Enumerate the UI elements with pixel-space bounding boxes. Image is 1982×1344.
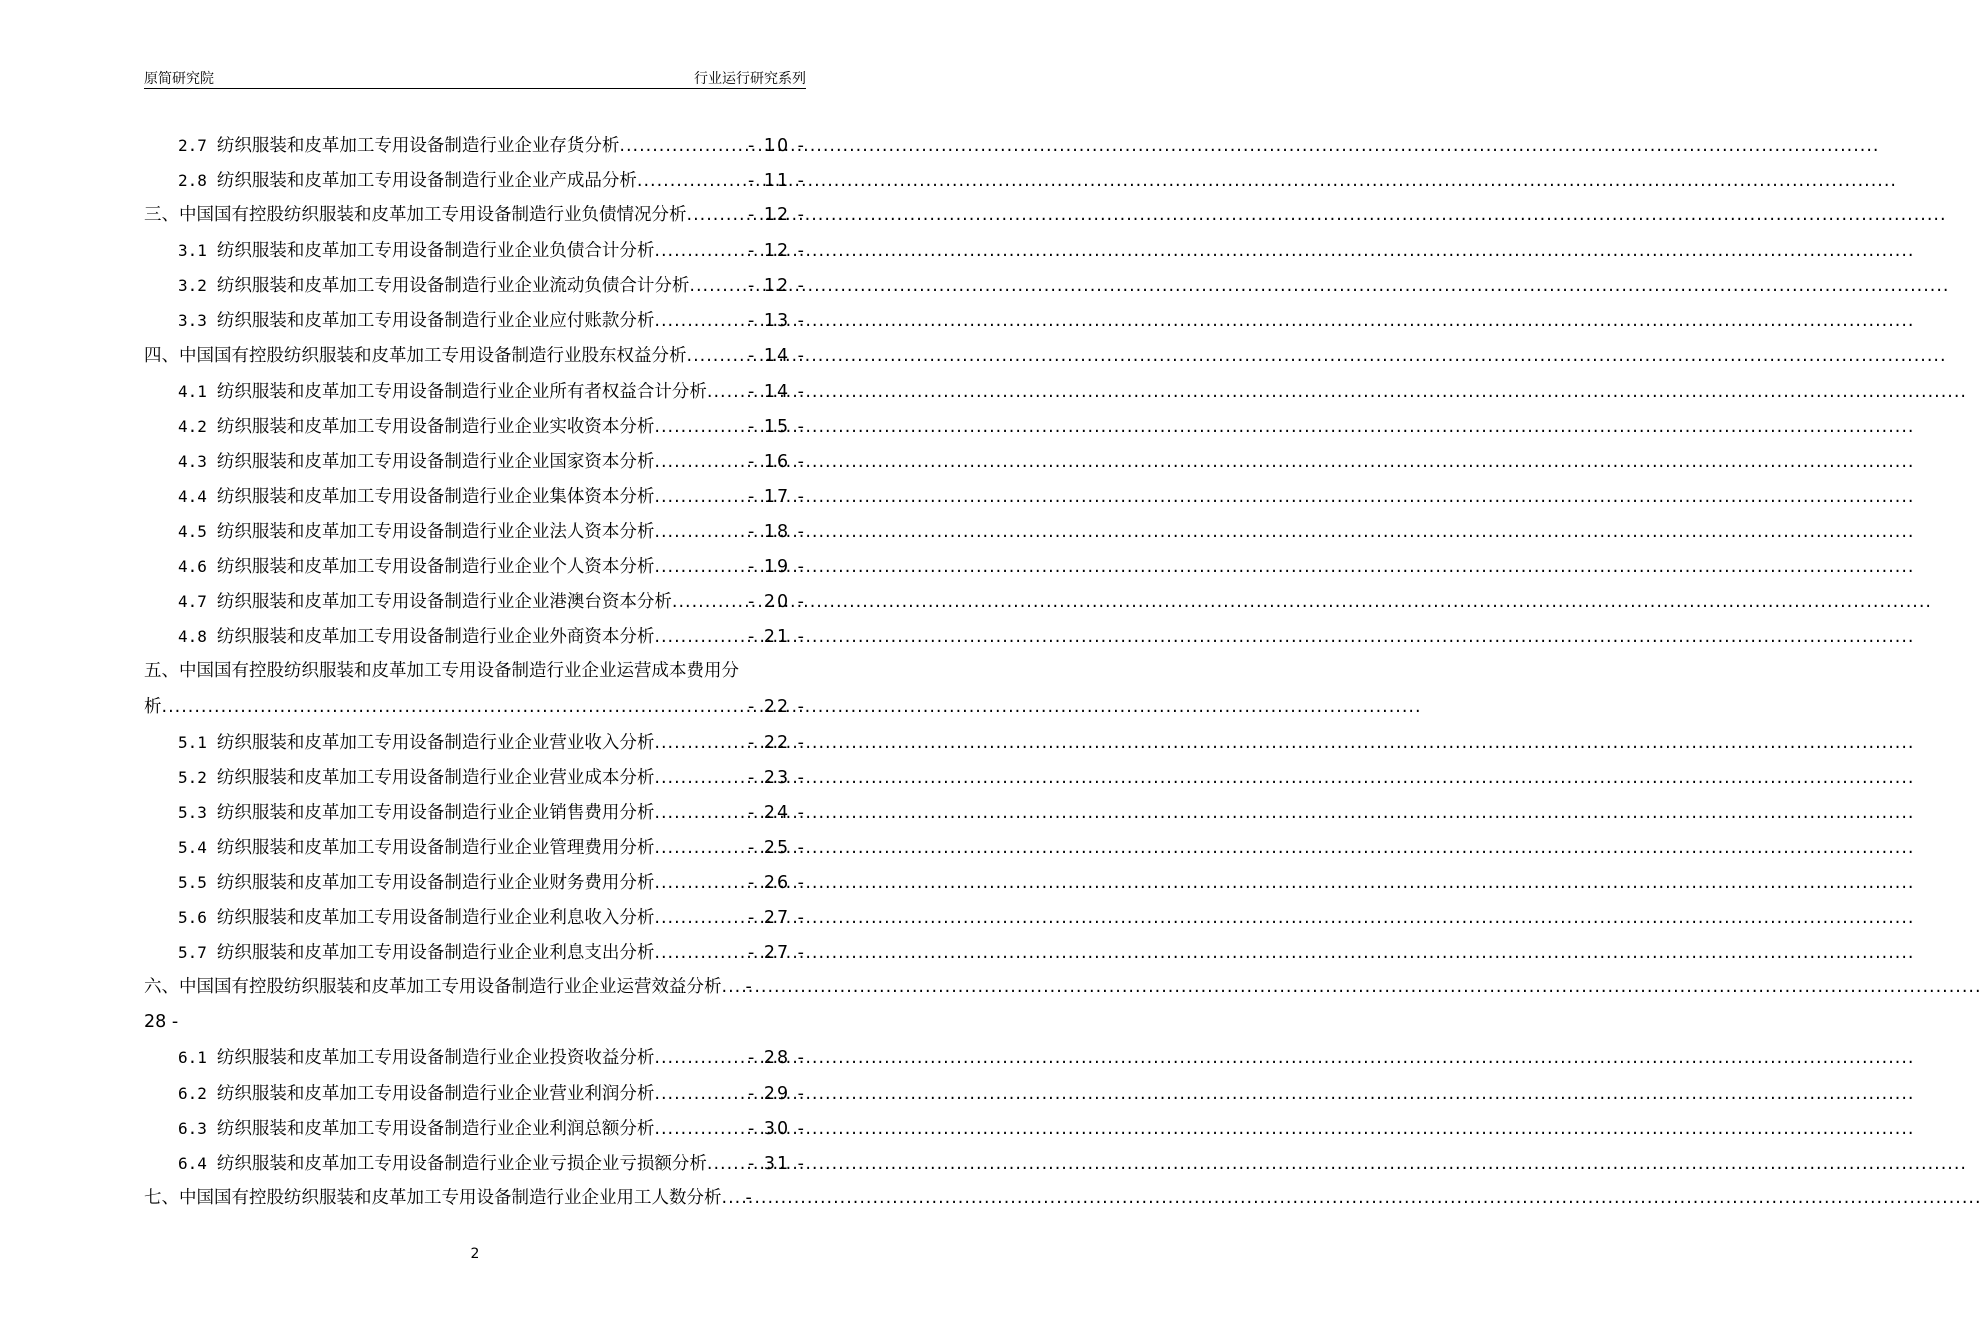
toc-entry[interactable] <box>144 374 806 409</box>
toc-entry-title: 纺织服装和皮革加工专用设备制造行业企业个人资本分析 <box>216 557 655 578</box>
toc-entry-number: 6.1 <box>178 1048 207 1068</box>
toc-entry-number: 4.6 <box>178 557 207 577</box>
toc-dot-leader <box>654 936 748 971</box>
toc-entry[interactable] <box>144 1005 806 1040</box>
toc-entry-number: 4.2 <box>178 416 207 436</box>
toc-entry-title: 三、中国国有控股纺织服装和皮革加工专用设备制造行业负债情况分析 <box>144 205 687 226</box>
toc-dot-leader <box>654 445 748 480</box>
toc-entry[interactable] <box>144 690 806 725</box>
toc-entry[interactable] <box>144 479 806 514</box>
toc-entry-page: - 10 - <box>747 136 806 156</box>
toc-entry-number: 2.7 <box>178 136 207 155</box>
toc-entry[interactable] <box>144 1076 806 1111</box>
toc-entry-title: 纺织服装和皮革加工专用设备制造行业企业管理费用分析 <box>216 837 655 858</box>
toc-entry-number: 2.8 <box>178 171 207 191</box>
toc-entry-page: - 19 - <box>747 557 806 578</box>
toc-entry-page: - 12 - <box>747 241 806 262</box>
toc-entry-title: 纺织服装和皮革加工专用设备制造行业企业存货分析 <box>216 136 620 156</box>
toc-dot-leader <box>654 1112 748 1147</box>
toc-dot-leader <box>654 550 748 585</box>
toc-entry[interactable] <box>144 900 806 935</box>
toc-entry-number: 5.7 <box>178 943 207 963</box>
toc-entry-page: - 14 - <box>747 381 806 402</box>
toc-entry[interactable] <box>144 760 806 795</box>
toc-entry-page: - 16 - <box>747 451 806 472</box>
table-of-contents <box>144 128 806 1216</box>
toc-entry-page: - 14 - <box>747 345 806 366</box>
toc-entry-page: - 12 - <box>747 276 806 297</box>
toc-entry-title: 纺织服装和皮革加工专用设备制造行业企业营业利润分析 <box>216 1083 655 1104</box>
toc-entry-number: 5.1 <box>178 732 207 752</box>
toc-dot-leader <box>707 1147 748 1182</box>
toc-dot-leader <box>654 620 748 655</box>
toc-entry-title: 纺织服装和皮革加工专用设备制造行业企业所有者权益合计分析 <box>216 381 707 402</box>
toc-entry-title: 纺织服装和皮革加工专用设备制造行业企业营业成本分析 <box>216 767 655 788</box>
toc-entry-number: 6.4 <box>178 1153 207 1173</box>
toc-entry[interactable] <box>144 1146 806 1181</box>
toc-entry-page: - 26 - <box>747 872 806 893</box>
toc-entry-number: 4.7 <box>178 592 207 612</box>
toc-entry-page: - 22 - <box>747 732 806 753</box>
toc-entry-title: 纺织服装和皮革加工专用设备制造行业企业流动负债合计分析 <box>216 276 690 297</box>
toc-entry-number: 6.2 <box>178 1083 207 1103</box>
toc-entry-number: 4.1 <box>178 381 207 401</box>
toc-entry-number: 3.1 <box>178 241 207 261</box>
toc-dot-leader <box>654 866 748 901</box>
toc-entry[interactable] <box>144 549 806 584</box>
toc-entry-title: 纺织服装和皮革加工专用设备制造行业企业利息收入分析 <box>216 908 655 929</box>
toc-entry-page: - 21 - <box>747 627 806 648</box>
toc-entry[interactable] <box>144 935 806 970</box>
toc-dot-leader <box>637 164 748 199</box>
toc-entry[interactable] <box>144 514 806 549</box>
toc-entry[interactable] <box>144 128 806 163</box>
toc-entry-number: 4.8 <box>178 627 207 647</box>
toc-entry-title: 纺织服装和皮革加工专用设备制造行业企业应付账款分析 <box>216 311 655 332</box>
toc-entry-title: 五、中国国有控股纺织服装和皮革加工专用设备制造行业企业运营成本费用分 <box>144 661 739 682</box>
toc-dot-leader <box>722 970 746 1005</box>
toc-entry-number: 5.4 <box>178 837 207 857</box>
page-number: 2 <box>470 1246 480 1262</box>
toc-entry-title: 纺织服装和皮革加工专用设备制造行业企业集体资本分析 <box>216 486 655 507</box>
toc-entry-page: - 17 - <box>747 486 806 507</box>
header-publisher: 原简研究院 <box>144 71 214 87</box>
toc-entry[interactable] <box>144 268 806 303</box>
toc-dot-leader <box>654 234 748 269</box>
toc-dot-leader <box>654 410 748 445</box>
toc-entry-title: 纺织服装和皮革加工专用设备制造行业企业财务费用分析 <box>216 872 655 893</box>
toc-entry[interactable] <box>144 795 806 830</box>
toc-entry-title: 纺织服装和皮革加工专用设备制造行业企业国家资本分析 <box>216 451 655 472</box>
toc-dot-leader <box>654 726 748 761</box>
toc-entry-number: 5.2 <box>178 767 207 787</box>
toc-entry-page: - 12 - <box>747 205 806 226</box>
toc-entry-number: 4.4 <box>178 486 207 506</box>
toc-dot-leader <box>654 901 748 936</box>
toc-entry-number: 6.3 <box>178 1118 207 1138</box>
toc-dot-leader <box>687 198 748 233</box>
toc-entry-title: 纺织服装和皮革加工专用设备制造行业企业港澳台资本分析 <box>216 592 672 613</box>
toc-entry-number: 5.6 <box>178 908 207 928</box>
toc-entry-title: 纺织服装和皮革加工专用设备制造行业企业投资收益分析 <box>216 1048 655 1069</box>
toc-entry-title: 析 <box>144 696 162 717</box>
toc-entry[interactable] <box>144 865 806 900</box>
toc-entry[interactable] <box>144 584 806 619</box>
toc-entry-title: 28 - <box>144 1012 179 1033</box>
toc-entry-number: 5.3 <box>178 802 207 822</box>
toc-dot-leader <box>654 796 748 831</box>
toc-entry[interactable] <box>144 1111 806 1146</box>
toc-entry-title: 纺织服装和皮革加工专用设备制造行业企业负债合计分析 <box>216 241 655 262</box>
toc-dot-leader <box>654 480 748 515</box>
page-header <box>144 66 806 89</box>
toc-entry-title: 六、中国国有控股纺织服装和皮革加工专用设备制造行业企业运营效益分析 <box>144 977 722 998</box>
header-series: 行业运行研究系列 <box>694 71 806 87</box>
toc-dot-leader <box>707 375 748 410</box>
toc-entry-page: - 27 - <box>747 943 806 964</box>
toc-entry-page: - 11 - <box>747 171 806 192</box>
toc-entry-page: - 29 - <box>747 1083 806 1104</box>
toc-entry-title: 七、中国国有控股纺织服装和皮革加工专用设备制造行业企业用工人数分析 <box>144 1187 722 1208</box>
toc-entry[interactable] <box>144 444 806 479</box>
toc-entry-title: 四、中国国有控股纺织服装和皮革加工专用设备制造行业股东权益分析 <box>144 345 687 366</box>
toc-entry-page: - 28 - <box>747 1048 806 1069</box>
toc-entry-number: 3.3 <box>178 311 207 331</box>
toc-entry[interactable] <box>144 970 806 1005</box>
toc-entry-page: - 31 - <box>747 1153 806 1174</box>
toc-entry-number: 3.2 <box>178 276 207 296</box>
toc-entry-title: 纺织服装和皮革加工专用设备制造行业企业营业收入分析 <box>216 732 655 753</box>
toc-dot-leader <box>654 1077 748 1112</box>
toc-entry-page: - <box>745 1187 754 1208</box>
toc-entry[interactable] <box>144 339 806 374</box>
toc-entry-title: 纺织服装和皮革加工专用设备制造行业企业产成品分析 <box>216 171 637 192</box>
toc-entry-page: - 13 - <box>747 311 806 332</box>
toc-entry-number: 5.5 <box>178 872 207 892</box>
toc-dot-leader <box>654 515 748 550</box>
toc-entry-number: 4.3 <box>178 451 207 471</box>
toc-dot-leader <box>654 831 748 866</box>
toc-dot-leader <box>722 1181 746 1216</box>
toc-dot-leader <box>619 129 748 164</box>
toc-dot-leader <box>162 690 748 725</box>
toc-dot-leader <box>672 585 748 620</box>
toc-dot-leader <box>687 339 748 374</box>
toc-entry-title: 纺织服装和皮革加工专用设备制造行业企业外商资本分析 <box>216 627 655 648</box>
toc-entry-page: - 15 - <box>747 416 806 437</box>
toc-entry[interactable] <box>144 1040 806 1075</box>
toc-entry[interactable] <box>144 233 806 268</box>
toc-entry-title: 纺织服装和皮革加工专用设备制造行业企业利息支出分析 <box>216 943 655 964</box>
toc-entry[interactable] <box>144 725 806 760</box>
toc-entry[interactable] <box>144 1181 806 1216</box>
toc-entry-title: 纺织服装和皮革加工专用设备制造行业企业法人资本分析 <box>216 522 655 543</box>
toc-entry[interactable] <box>144 830 806 865</box>
toc-entry-page: - 27 - <box>747 908 806 929</box>
toc-entry[interactable] <box>144 619 806 654</box>
toc-entry-page: - 30 - <box>747 1118 806 1139</box>
toc-entry[interactable] <box>144 654 806 689</box>
toc-entry-title: 纺织服装和皮革加工专用设备制造行业企业亏损企业亏损额分析 <box>216 1153 707 1174</box>
toc-entry[interactable] <box>144 303 806 338</box>
toc-entry-page: - <box>745 977 754 998</box>
toc-entry-title: 纺织服装和皮革加工专用设备制造行业企业销售费用分析 <box>216 802 655 823</box>
toc-dot-leader <box>689 269 748 304</box>
toc-entry-page: - 20 - <box>747 592 806 613</box>
toc-entry-title: 纺织服装和皮革加工专用设备制造行业企业实收资本分析 <box>216 416 655 437</box>
toc-entry[interactable] <box>144 163 806 198</box>
toc-entry-number: 4.5 <box>178 522 207 542</box>
toc-entry-page: - 18 - <box>747 522 806 543</box>
toc-entry-page: - 25 - <box>747 837 806 858</box>
toc-dot-leader <box>654 1041 748 1076</box>
toc-entry[interactable] <box>144 409 806 444</box>
toc-entry-title: 纺织服装和皮革加工专用设备制造行业企业利润总额分析 <box>216 1118 655 1139</box>
toc-entry[interactable] <box>144 198 806 233</box>
toc-entry-page: - 24 - <box>747 802 806 823</box>
toc-dot-leader <box>654 761 748 796</box>
toc-dot-leader <box>654 304 748 339</box>
toc-entry-page: - 22 - <box>747 696 806 717</box>
toc-entry-page: - 23 - <box>747 767 806 788</box>
